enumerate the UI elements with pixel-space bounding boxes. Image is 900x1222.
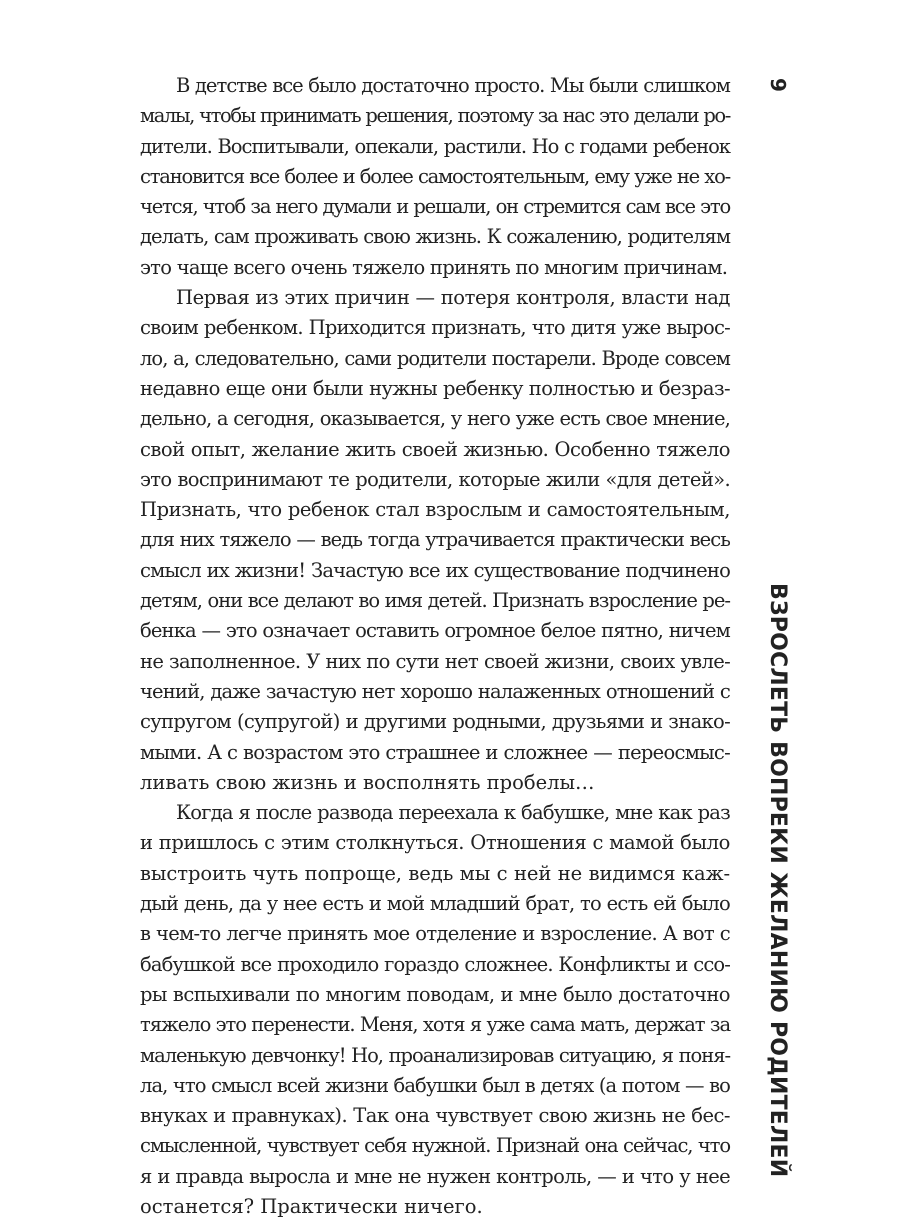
text-line: становится все более и более самостоятельным, ему уже не хо- [140,164,730,188]
text-line: бабушкой все проходило гораздо сложнее. Конфликты и ссо- [140,952,730,976]
text-line: детям, они все делают во имя детей. Признать взросление ре- [140,589,730,613]
text-line: Признать, что ребенок стал взрослым и самостоятельным, [140,498,730,522]
text-line: в чем-то легче принять мое отделение и взросление. А вот с [140,922,730,946]
text-line: ло, а, следовательно, сами родители постарели. Вроде совсем [140,346,730,370]
text-line: маленькую девчонку! Но, проанализировав ситуацию, я поня- [140,1043,730,1067]
text-line: мыми. А с возрастом это страшнее и сложнее — переосмыс- [140,740,730,764]
text-line: Первая из этих причин — потеря контроля, власти над [176,286,730,310]
body-text [140,71,730,1222]
text-line: не заполненное. У них по сути нет своей жизни, своих увле- [140,649,730,673]
text-line: дители. Воспитывали, опекали, растили. Но с годами ребенок [140,134,730,158]
text-line: свой опыт, желание жить своей жизнью. Особенно тяжело [140,437,730,461]
text-line: останется? Практически ничего. [140,1194,483,1218]
text-line: бенка — это означает оставить огромное белое пятно, ничем [140,619,730,643]
text-line: я и правда выросла и мне не нужен контроль, — и что у нее [140,1164,730,1188]
paragraph-1 [140,71,730,283]
paragraph-2 [140,283,730,798]
text-line: делать, сам проживать свою жизнь. К сожалению, родителям [140,225,730,249]
text-line: дельно, а сегодня, оказывается, у него уже есть свое мнение, [140,407,730,431]
text-line: чений, даже зачастую нет хорошо налаженных отношений с [140,679,730,703]
text-line: внуках и правнуках). Так она чувствует свою жизнь не бес- [140,1104,730,1128]
text-line: В детстве все было достаточно просто. Мы были слишком [176,74,730,97]
text-line: это чаще всего очень тяжело принять по многим причинам. [140,255,728,279]
text-line: выстроить чуть попроще, ведь мы с ней не видимся каж- [140,861,730,885]
text-line: тяжело это перенести. Меня, хотя я уже сама мать, держат за [140,1013,730,1037]
text-line: смысленной, чувствует себя нужной. Признай она сейчас, что [140,1134,730,1158]
running-head [758,78,798,1178]
text-line: Когда я после развода переехала к бабушке, мне как раз [176,801,730,825]
paragraph-3 [140,798,730,1222]
text-line: ливать свою жизнь и восполнять пробелы… [140,770,595,794]
text-line: чется, чтоб за него думали и решали, он стремится сам все это [140,195,730,219]
text-line: своим ребенком. Приходится признать, что дитя уже вырос- [140,316,730,340]
running-title: ВЗРОСЛЕТЬ ВОПРЕКИ ЖЕЛАНИЮ РОДИТЕЛЕЙ [765,583,791,1178]
text-line: ры вспыхивали по многим поводам, и мне было достаточно [140,982,730,1006]
text-line: для них тяжело — ведь тогда утрачивается практически весь [140,528,730,552]
page-number: 9 [766,78,790,92]
text-line: и пришлось с этим столкнуться. Отношения с мамой было [140,831,730,855]
text-line: супругом (супругой) и другими родными, друзьями и знако- [140,710,730,734]
text-line: недавно еще они были нужны ребенку полностью и безраз- [140,376,730,400]
text-line: ла, что смысл всей жизни бабушки был в детях (а потом — во [140,1073,730,1097]
text-line: малы, чтобы принимать решения, поэтому за нас это делали ро- [140,104,730,128]
text-line: дый день, да у нее есть и мой младший брат, то есть ей было [140,892,730,916]
text-line: смысл их жизни! Зачастую все их существование подчинено [140,558,730,582]
text-line: это воспринимают те родители, которые жили «для детей». [140,467,730,491]
